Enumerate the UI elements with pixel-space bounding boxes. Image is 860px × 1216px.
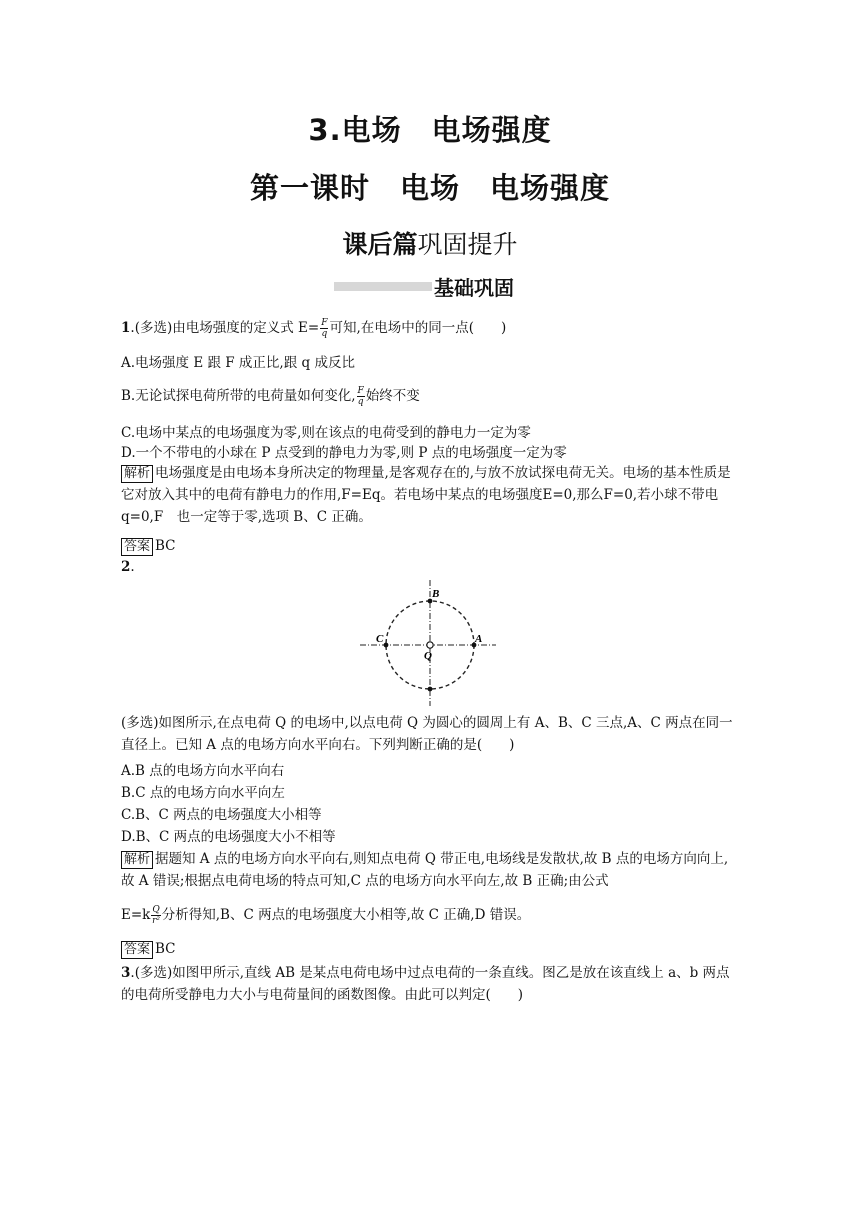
q1-fraction bbox=[320, 318, 328, 339]
q1-analysis-label: 解析 bbox=[121, 465, 153, 483]
q2-formula-den: r² bbox=[152, 916, 161, 926]
q1-stem-b: 可知,在电场中的同一点( ) bbox=[329, 320, 507, 336]
q1-analysis-text: 电场强度是由电场本身所决定的物理量,是客观存在的,与放不放试探电荷无关。电场的基本性质是它对放入其中的电荷有静电力的作用,F=Eq。若电场中某点的电场强度E=0,那么F=0,若小球不带电 q=0,F 也一定等于零,选项 B、C 正确。 bbox=[121, 465, 731, 525]
q1-option-b-fraction bbox=[357, 386, 365, 407]
q2-circle-figure bbox=[358, 578, 498, 708]
q1-option-d: D.一个不带电的小球在 P 点受到的静电力为零,则 P 点的电场强度一定为零 bbox=[121, 445, 567, 461]
q2-answer-text: BC bbox=[155, 941, 176, 957]
subsection-title: 基础巩固 bbox=[434, 276, 514, 300]
section-title-bold: 课后篇 bbox=[342, 230, 418, 259]
q1-option-c: C.电场中某点的电场强度为零,则在该点的电荷受到的静电力一定为零 bbox=[121, 425, 531, 441]
q2-answer bbox=[121, 940, 176, 959]
q2-number bbox=[121, 558, 135, 576]
page-title: 3.电场 电场强度 bbox=[308, 113, 552, 147]
point-bottom-dot bbox=[428, 687, 433, 692]
q1-option-b-b: 始终不变 bbox=[365, 388, 420, 404]
section-bar bbox=[334, 282, 432, 291]
q2-option-c: C.B、C 两点的电场强度大小相等 bbox=[121, 807, 322, 823]
q2-number-suffix: . bbox=[130, 559, 135, 575]
label-q: Q bbox=[424, 650, 432, 662]
q1-option-b-frac-num: F bbox=[357, 386, 364, 396]
q2-analysis-text-2: 分析得知,B、C 两点的电场强度大小相等,故 C 正确,D 错误。 bbox=[161, 907, 531, 923]
q2-formula-a: E=k bbox=[121, 907, 151, 923]
charge-q-dot bbox=[427, 642, 433, 648]
section-title-rest: 巩固提升 bbox=[417, 230, 518, 259]
q2-analysis bbox=[121, 848, 741, 892]
q1-answer-label: 答案 bbox=[121, 538, 153, 556]
q1-number: 1 bbox=[121, 320, 131, 336]
q3-number: 3 bbox=[121, 965, 131, 981]
q1-option-b bbox=[121, 386, 420, 407]
q3-stem bbox=[121, 962, 741, 1006]
q1-frac-den: q bbox=[321, 329, 328, 339]
q2-answer-label: 答案 bbox=[121, 941, 153, 959]
q2-analysis-text-1: 据题知 A 点的电场方向水平向右,则知点电荷 Q 带正电,电场线是发散状,故 B 点的电场方向向上,故 A 错误;根据点电荷电场的特点可知,C 点的电场方向水平向左,故 B 正确;由公式 bbox=[121, 851, 729, 889]
q2-stem: (多选)如图所示,在点电荷 Q 的电场中,以点电荷 Q 为圆心的圆周上有 A、B、C 三点,A、C 两点在同一直径上。已知 A 点的电场方向水平向右。下列判断正确的是( ) bbox=[121, 715, 733, 753]
q1-stem-a: .(多选)由电场强度的定义式 E= bbox=[130, 320, 320, 336]
q1-answer-text: BC bbox=[155, 538, 176, 554]
q2-analysis-formula bbox=[121, 905, 530, 926]
label-b: B bbox=[432, 588, 440, 600]
q1-analysis bbox=[121, 462, 741, 528]
q1-option-b-frac-den: q bbox=[357, 397, 364, 407]
q2-number-text: 2 bbox=[121, 559, 131, 575]
q2-analysis-label: 解析 bbox=[121, 851, 153, 869]
q1-option-b-a: B.无论试探电荷所带的电荷量如何变化, bbox=[121, 388, 356, 404]
lesson-subtitle: 第一课时 电场 电场强度 bbox=[249, 171, 610, 205]
q2-option-b: B.C 点的电场方向水平向左 bbox=[121, 785, 285, 801]
q1-answer bbox=[121, 537, 176, 556]
q2-formula-fraction bbox=[151, 905, 160, 926]
label-a: A bbox=[475, 633, 483, 645]
point-c-dot bbox=[384, 643, 389, 648]
q1-stem bbox=[121, 318, 506, 339]
label-c: C bbox=[376, 633, 384, 645]
q2-option-a: A.B 点的电场方向水平向右 bbox=[121, 763, 285, 779]
q3-stem-text: .(多选)如图甲所示,直线 AB 是某点电荷电场中过点电荷的一条直线。图乙是放在该直线上 a、b 两点的电荷所受静电力大小与电荷量间的函数图像。由此可以判定( ) bbox=[121, 965, 730, 1003]
q1-option-a: A.电场强度 E 跟 F 成正比,跟 q 成反比 bbox=[121, 355, 355, 371]
q1-frac-num: F bbox=[321, 318, 328, 328]
q2-formula-num: Q bbox=[152, 905, 160, 915]
section-title bbox=[0, 225, 860, 261]
q2-option-d: D.B、C 两点的电场强度大小不相等 bbox=[121, 829, 336, 845]
